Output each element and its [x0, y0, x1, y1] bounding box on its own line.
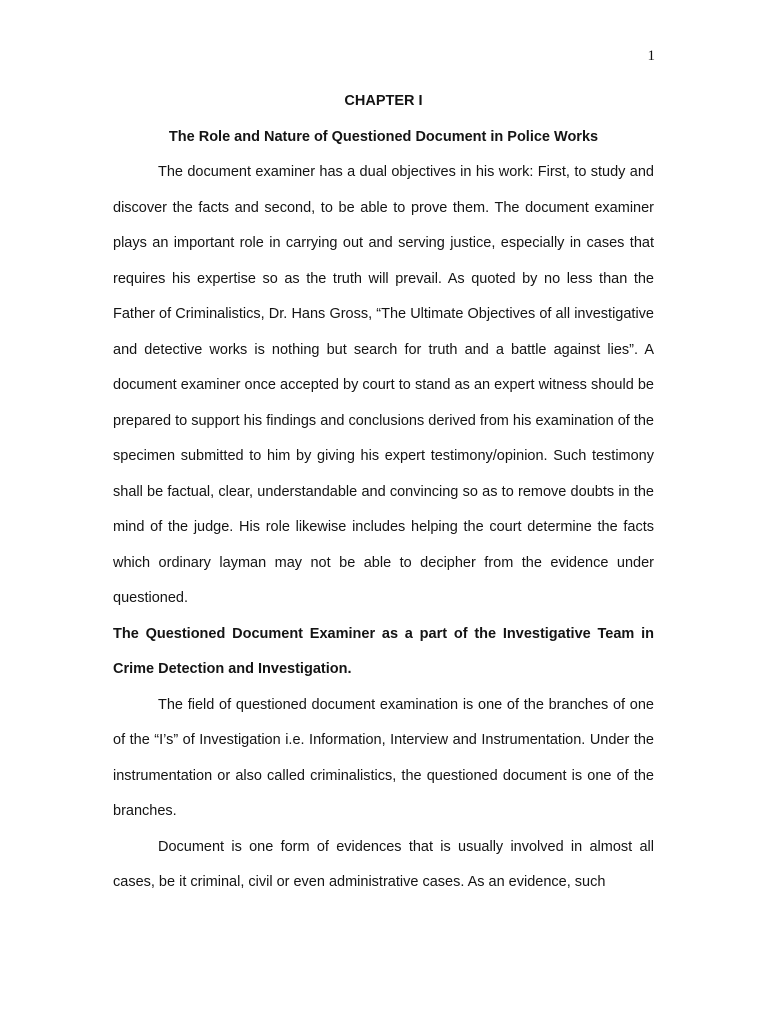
section-subheading: The Questioned Document Examiner as a part of the Investigative Team in Crime Detection and Investigation. [113, 625, 654, 677]
chapter-title: The Role and Nature of Questioned Document in Police Works [168, 128, 599, 145]
paragraph-3: Document is one form of evidences that is usually involved in almost all cases, be it criminal, civil or even administrative cases. As an evidence, such [113, 838, 654, 890]
paragraph-2: The field of questioned document examination is one of the branches of one of the “I’s” of Investigation i.e. Information, Interview and Instrumentation. Under the instrumentation or also called criminalistics, the questioned document is one of the branches. [113, 696, 654, 819]
paragraph-1: The document examiner has a dual objectives in his work: First, to study and discover the facts and second, to be able to prove them. The document examiner plays an important role in carrying out and serving justice, especially in cases that requires his expertise so as the truth will prevail. As quoted by no less than the Father of Criminalistics, Dr. Hans Gross, “The Ultimate Objectives of all investigative and detective works is nothing but search for truth and a battle against lies”. A document examiner once accepted by court to stand as an expert witness should be prepared to support his findings and conclusions derived from his examination of the specimen submitted to him by giving his expert testimony/opinion. Such testimony shall be factual, clear, understandable and convincing so as to remove doubts in the mind of the judge. His role likewise includes helping the court determine the facts which ordinary layman may not be able to decipher from the evidence under questioned. [113, 164, 654, 606]
page-number: 1 [647, 48, 655, 64]
document-body [113, 84, 654, 901]
chapter-heading: CHAPTER I [344, 93, 423, 109]
